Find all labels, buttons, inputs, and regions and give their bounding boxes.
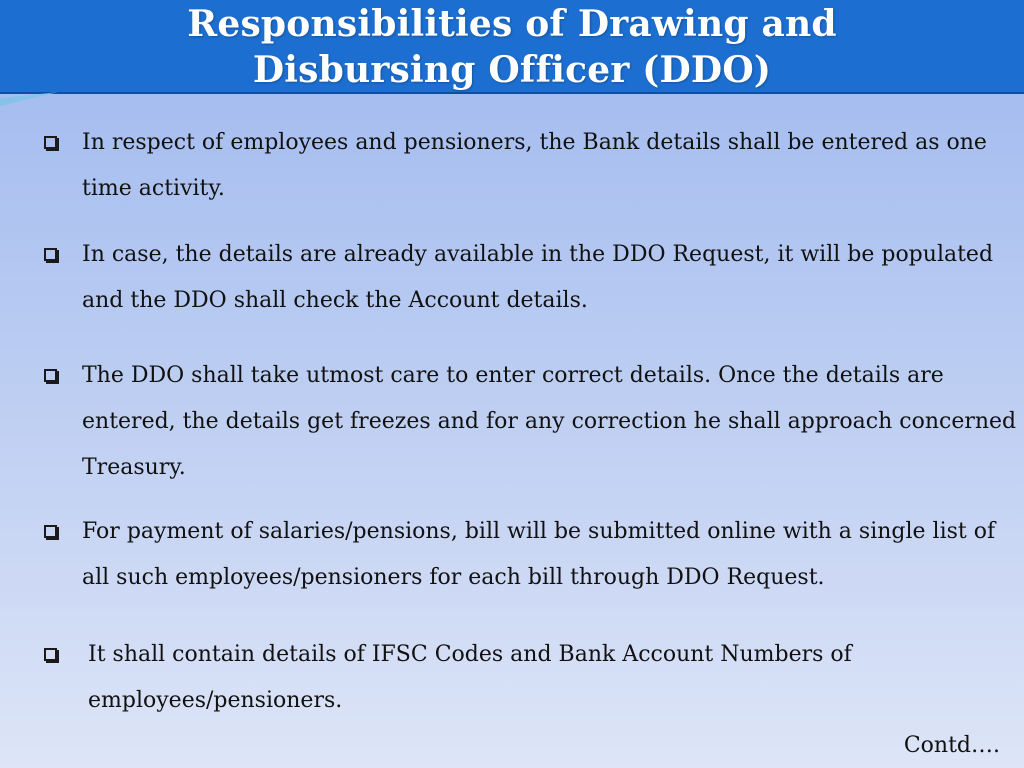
bullet-text-line: entered, the details get freezes and for any correction he shall approach concerned [82,409,1017,434]
bullet-text-line: It shall contain details of IFSC Codes and Bank Account Numbers of [88,642,852,667]
bullet-text-line: In respect of employees and pensioners, the Bank details shall be entered as one [82,130,987,155]
bullet-text-line: The DDO shall take utmost care to enter correct details. Once the details are [82,363,944,388]
slide-title-bar [0,0,1024,94]
checkbox-bullet-icon [44,648,57,661]
checkbox-bullet-icon [44,136,57,149]
bullet-text-line: employees/pensioners. [88,688,343,713]
bullet-text-line: In case, the details are already available in the DDO Request, it will be populated [82,242,994,267]
slide-title-line-1: Responsibilities of Drawing and [187,3,837,45]
bullet-text-line: Treasury. [82,455,186,480]
bullet-text-line: all such employees/pensioners for each bill through DDO Request. [82,565,825,590]
checkbox-bullet-icon [44,369,57,382]
continued-label: Contd…. [903,733,1000,758]
decorative-swoosh [0,92,60,112]
bullet-text-line: time activity. [82,176,225,201]
bullet-text-line: and the DDO shall check the Account details. [82,288,588,313]
bullet-text-line: For payment of salaries/pensions, bill will be submitted online with a single list of [82,519,996,544]
checkbox-bullet-icon [44,525,57,538]
slide-title-line-2: Disbursing Officer (DDO) [252,49,772,91]
checkbox-bullet-icon [44,248,57,261]
